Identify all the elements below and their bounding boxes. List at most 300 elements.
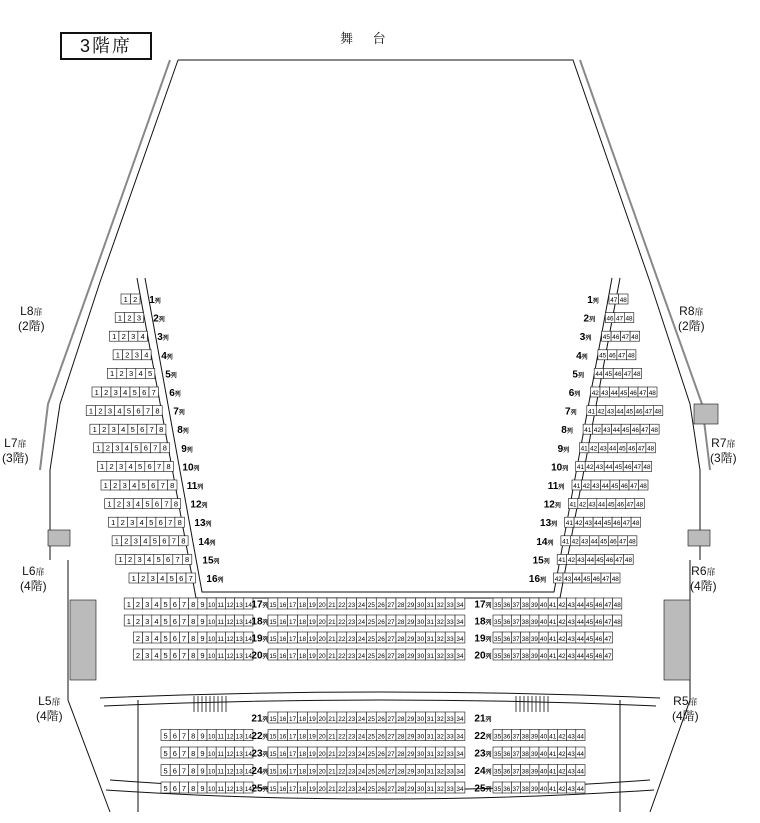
seat-2-46[interactable] bbox=[605, 313, 615, 323]
seat-11-47[interactable] bbox=[629, 480, 639, 490]
seat-16-45[interactable] bbox=[582, 573, 592, 583]
seat-11-4[interactable] bbox=[130, 480, 140, 490]
seat-17-38[interactable] bbox=[521, 598, 530, 609]
seat-23-43[interactable] bbox=[567, 747, 576, 758]
seat-14-6[interactable] bbox=[160, 536, 170, 546]
seat-19-25[interactable] bbox=[366, 632, 376, 643]
seat-21-28[interactable] bbox=[396, 712, 406, 723]
seat-18-15[interactable] bbox=[268, 615, 278, 626]
seat-17-43[interactable] bbox=[567, 598, 576, 609]
seat-22-42[interactable] bbox=[557, 730, 566, 741]
seat-19-44[interactable] bbox=[576, 632, 585, 643]
seat-17-9[interactable] bbox=[198, 598, 207, 609]
seat-19-5[interactable] bbox=[161, 632, 170, 643]
seat-20-18[interactable] bbox=[298, 649, 308, 660]
seat-18-30[interactable] bbox=[416, 615, 426, 626]
seat-18-10[interactable] bbox=[207, 615, 216, 626]
seat-19-6[interactable] bbox=[170, 632, 179, 643]
seat-16-4[interactable] bbox=[158, 573, 168, 583]
seat-24-9[interactable] bbox=[198, 765, 207, 776]
seat-12-8[interactable] bbox=[171, 499, 181, 509]
seat-17-42[interactable] bbox=[557, 598, 566, 609]
seat-12-7[interactable] bbox=[162, 499, 172, 509]
seat-1-2[interactable] bbox=[131, 294, 141, 304]
seat-20-2[interactable] bbox=[133, 649, 142, 660]
seat-24-11[interactable] bbox=[216, 765, 225, 776]
seat-7-6[interactable] bbox=[134, 406, 144, 416]
seat-21-31[interactable] bbox=[426, 712, 436, 723]
seat-11-42[interactable] bbox=[582, 480, 592, 490]
seat-13-46[interactable] bbox=[612, 517, 622, 527]
seat-17-20[interactable] bbox=[317, 598, 327, 609]
seat-19-7[interactable] bbox=[179, 632, 188, 643]
seat-17-21[interactable] bbox=[327, 598, 337, 609]
seat-19-23[interactable] bbox=[347, 632, 357, 643]
seat-20-6[interactable] bbox=[170, 649, 179, 660]
seat-21-18[interactable] bbox=[298, 712, 308, 723]
seat-17-12[interactable] bbox=[225, 598, 234, 609]
seat-17-7[interactable] bbox=[179, 598, 188, 609]
seat-18-4[interactable] bbox=[152, 615, 161, 626]
seat-19-3[interactable] bbox=[143, 632, 152, 643]
seat-8-2[interactable] bbox=[99, 424, 109, 434]
seat-17-36[interactable] bbox=[502, 598, 511, 609]
seat-23-34[interactable] bbox=[455, 747, 465, 758]
seat-9-6[interactable] bbox=[141, 443, 151, 453]
seat-24-17[interactable] bbox=[288, 765, 298, 776]
seat-20-34[interactable] bbox=[455, 649, 465, 660]
seat-7-41[interactable] bbox=[587, 406, 597, 416]
seat-17-32[interactable] bbox=[435, 598, 445, 609]
seat-18-19[interactable] bbox=[307, 615, 317, 626]
seat-18-21[interactable] bbox=[327, 615, 337, 626]
seat-18-20[interactable] bbox=[317, 615, 327, 626]
seat-6-44[interactable] bbox=[610, 387, 620, 397]
seat-18-11[interactable] bbox=[216, 615, 225, 626]
seat-5-1[interactable] bbox=[107, 368, 117, 378]
seat-4-48[interactable] bbox=[626, 350, 636, 360]
seat-2-3[interactable] bbox=[134, 313, 144, 323]
seat-2-2[interactable] bbox=[125, 313, 135, 323]
seat-1-1[interactable] bbox=[121, 294, 131, 304]
seat-20-39[interactable] bbox=[530, 649, 539, 660]
seat-10-3[interactable] bbox=[116, 461, 126, 471]
seat-17-47[interactable] bbox=[603, 598, 612, 609]
seat-19-16[interactable] bbox=[278, 632, 288, 643]
seat-25-18[interactable] bbox=[298, 782, 308, 793]
seat-12-43[interactable] bbox=[587, 499, 597, 509]
seat-24-37[interactable] bbox=[511, 765, 520, 776]
seat-9-47[interactable] bbox=[636, 443, 646, 453]
seat-13-6[interactable] bbox=[156, 517, 166, 527]
seat-19-33[interactable] bbox=[445, 632, 455, 643]
seat-19-20[interactable] bbox=[317, 632, 327, 643]
seat-17-29[interactable] bbox=[406, 598, 416, 609]
seat-18-17[interactable] bbox=[288, 615, 298, 626]
seat-23-11[interactable] bbox=[216, 747, 225, 758]
seat-9-7[interactable] bbox=[151, 443, 161, 453]
seat-1-48[interactable] bbox=[619, 294, 629, 304]
seat-19-41[interactable] bbox=[548, 632, 557, 643]
seat-25-28[interactable] bbox=[396, 782, 406, 793]
seat-15-45[interactable] bbox=[595, 554, 605, 564]
seat-13-4[interactable] bbox=[137, 517, 147, 527]
seat-17-25[interactable] bbox=[366, 598, 376, 609]
seat-20-11[interactable] bbox=[216, 649, 225, 660]
seat-18-7[interactable] bbox=[179, 615, 188, 626]
seat-12-1[interactable] bbox=[105, 499, 115, 509]
seat-7-48[interactable] bbox=[653, 406, 663, 416]
seat-17-19[interactable] bbox=[307, 598, 317, 609]
seat-18-9[interactable] bbox=[198, 615, 207, 626]
seat-20-20[interactable] bbox=[317, 649, 327, 660]
seat-25-20[interactable] bbox=[317, 782, 327, 793]
seat-24-13[interactable] bbox=[235, 765, 244, 776]
seat-12-41[interactable] bbox=[568, 499, 578, 509]
seat-22-26[interactable] bbox=[376, 730, 386, 741]
seat-7-44[interactable] bbox=[615, 406, 625, 416]
seat-9-8[interactable] bbox=[160, 443, 170, 453]
seat-7-3[interactable] bbox=[105, 406, 115, 416]
seat-11-44[interactable] bbox=[601, 480, 611, 490]
seat-24-21[interactable] bbox=[327, 765, 337, 776]
seat-14-46[interactable] bbox=[608, 536, 618, 546]
seat-22-32[interactable] bbox=[435, 730, 445, 741]
seat-22-23[interactable] bbox=[347, 730, 357, 741]
seat-12-42[interactable] bbox=[578, 499, 588, 509]
seat-24-34[interactable] bbox=[455, 765, 465, 776]
seat-18-43[interactable] bbox=[567, 615, 576, 626]
seat-21-24[interactable] bbox=[357, 712, 367, 723]
seat-18-5[interactable] bbox=[161, 615, 170, 626]
seat-19-26[interactable] bbox=[376, 632, 386, 643]
seat-22-33[interactable] bbox=[445, 730, 455, 741]
seat-11-43[interactable] bbox=[591, 480, 601, 490]
seat-22-5[interactable] bbox=[161, 730, 170, 741]
seat-10-5[interactable] bbox=[135, 461, 145, 471]
seat-7-43[interactable] bbox=[606, 406, 616, 416]
seat-22-29[interactable] bbox=[406, 730, 416, 741]
seat-7-2[interactable] bbox=[96, 406, 106, 416]
seat-23-5[interactable] bbox=[161, 747, 170, 758]
seat-11-1[interactable] bbox=[101, 480, 111, 490]
seat-20-4[interactable] bbox=[152, 649, 161, 660]
seat-24-36[interactable] bbox=[502, 765, 511, 776]
seat-4-3[interactable] bbox=[132, 350, 142, 360]
seat-17-35[interactable] bbox=[493, 598, 502, 609]
seat-19-38[interactable] bbox=[521, 632, 530, 643]
seat-14-8[interactable] bbox=[179, 536, 189, 546]
seat-9-46[interactable] bbox=[627, 443, 637, 453]
seat-15-1[interactable] bbox=[116, 554, 126, 564]
seat-12-3[interactable] bbox=[124, 499, 134, 509]
seat-21-26[interactable] bbox=[376, 712, 386, 723]
seat-24-10[interactable] bbox=[207, 765, 216, 776]
seat-15-42[interactable] bbox=[567, 554, 577, 564]
seat-17-44[interactable] bbox=[576, 598, 585, 609]
seat-13-44[interactable] bbox=[593, 517, 603, 527]
seat-12-6[interactable] bbox=[152, 499, 162, 509]
seat-14-7[interactable] bbox=[169, 536, 179, 546]
seat-18-29[interactable] bbox=[406, 615, 416, 626]
seat-3-3[interactable] bbox=[128, 331, 138, 341]
seat-25-10[interactable] bbox=[207, 782, 216, 793]
seat-19-17[interactable] bbox=[288, 632, 298, 643]
seat-7-47[interactable] bbox=[644, 406, 654, 416]
seat-17-17[interactable] bbox=[288, 598, 298, 609]
seat-23-23[interactable] bbox=[347, 747, 357, 758]
seat-16-47[interactable] bbox=[601, 573, 611, 583]
seat-20-32[interactable] bbox=[435, 649, 445, 660]
seat-22-25[interactable] bbox=[366, 730, 376, 741]
seat-15-47[interactable] bbox=[614, 554, 624, 564]
seat-22-21[interactable] bbox=[327, 730, 337, 741]
seat-20-45[interactable] bbox=[585, 649, 594, 660]
seat-21-23[interactable] bbox=[347, 712, 357, 723]
seat-8-46[interactable] bbox=[631, 424, 641, 434]
seat-22-40[interactable] bbox=[539, 730, 548, 741]
seat-18-2[interactable] bbox=[133, 615, 142, 626]
seat-22-17[interactable] bbox=[288, 730, 298, 741]
seat-23-38[interactable] bbox=[521, 747, 530, 758]
seat-21-22[interactable] bbox=[337, 712, 347, 723]
seat-19-43[interactable] bbox=[567, 632, 576, 643]
seat-24-30[interactable] bbox=[416, 765, 426, 776]
seat-24-18[interactable] bbox=[298, 765, 308, 776]
seat-7-7[interactable] bbox=[143, 406, 153, 416]
seat-8-45[interactable] bbox=[621, 424, 631, 434]
seat-3-2[interactable] bbox=[119, 331, 128, 341]
seat-14-41[interactable] bbox=[561, 536, 571, 546]
seat-20-13[interactable] bbox=[235, 649, 244, 660]
seat-17-8[interactable] bbox=[189, 598, 198, 609]
seat-22-31[interactable] bbox=[426, 730, 436, 741]
seat-18-40[interactable] bbox=[539, 615, 548, 626]
seat-23-22[interactable] bbox=[337, 747, 347, 758]
seat-10-41[interactable] bbox=[576, 461, 586, 471]
seat-13-8[interactable] bbox=[175, 517, 185, 527]
seat-9-42[interactable] bbox=[589, 443, 599, 453]
seat-8-8[interactable] bbox=[156, 424, 166, 434]
seat-23-21[interactable] bbox=[327, 747, 337, 758]
seat-19-10[interactable] bbox=[207, 632, 216, 643]
seat-19-45[interactable] bbox=[585, 632, 594, 643]
seat-25-32[interactable] bbox=[435, 782, 445, 793]
seat-5-45[interactable] bbox=[604, 368, 614, 378]
seat-17-3[interactable] bbox=[143, 598, 152, 609]
seat-9-3[interactable] bbox=[113, 443, 123, 453]
seat-8-42[interactable] bbox=[593, 424, 603, 434]
seat-22-44[interactable] bbox=[576, 730, 585, 741]
seat-21-20[interactable] bbox=[317, 712, 327, 723]
seat-17-34[interactable] bbox=[455, 598, 465, 609]
seat-15-44[interactable] bbox=[586, 554, 596, 564]
seat-20-40[interactable] bbox=[539, 649, 548, 660]
seat-9-1[interactable] bbox=[94, 443, 104, 453]
seat-4-4[interactable] bbox=[142, 350, 152, 360]
seat-23-7[interactable] bbox=[179, 747, 188, 758]
seat-19-36[interactable] bbox=[502, 632, 511, 643]
seat-22-27[interactable] bbox=[386, 730, 396, 741]
seat-5-44[interactable] bbox=[594, 368, 604, 378]
seat-14-1[interactable] bbox=[112, 536, 122, 546]
seat-18-28[interactable] bbox=[396, 615, 406, 626]
seat-20-33[interactable] bbox=[445, 649, 455, 660]
seat-5-4[interactable] bbox=[136, 368, 146, 378]
seat-9-48[interactable] bbox=[646, 443, 656, 453]
seat-17-16[interactable] bbox=[278, 598, 288, 609]
seat-25-27[interactable] bbox=[386, 782, 396, 793]
seat-17-6[interactable] bbox=[170, 598, 179, 609]
seat-19-9[interactable] bbox=[198, 632, 207, 643]
seat-20-16[interactable] bbox=[278, 649, 288, 660]
seat-19-12[interactable] bbox=[225, 632, 234, 643]
seat-5-48[interactable] bbox=[632, 368, 642, 378]
seat-20-17[interactable] bbox=[288, 649, 298, 660]
seat-24-16[interactable] bbox=[278, 765, 288, 776]
seat-21-32[interactable] bbox=[435, 712, 445, 723]
seat-11-41[interactable] bbox=[572, 480, 582, 490]
seat-24-27[interactable] bbox=[386, 765, 396, 776]
seat-25-6[interactable] bbox=[170, 782, 179, 793]
seat-4-1[interactable] bbox=[113, 350, 123, 360]
seat-21-27[interactable] bbox=[386, 712, 396, 723]
seat-20-37[interactable] bbox=[511, 649, 520, 660]
seat-20-23[interactable] bbox=[347, 649, 357, 660]
seat-19-27[interactable] bbox=[386, 632, 396, 643]
seat-23-15[interactable] bbox=[268, 747, 278, 758]
seat-17-18[interactable] bbox=[298, 598, 308, 609]
seat-17-26[interactable] bbox=[376, 598, 386, 609]
seat-18-38[interactable] bbox=[521, 615, 530, 626]
seat-14-45[interactable] bbox=[599, 536, 609, 546]
seat-21-19[interactable] bbox=[307, 712, 317, 723]
seat-21-33[interactable] bbox=[445, 712, 455, 723]
seat-22-43[interactable] bbox=[567, 730, 576, 741]
seat-22-38[interactable] bbox=[521, 730, 530, 741]
seat-20-5[interactable] bbox=[161, 649, 170, 660]
seat-11-6[interactable] bbox=[149, 480, 159, 490]
seat-12-2[interactable] bbox=[114, 499, 124, 509]
seat-25-9[interactable] bbox=[198, 782, 207, 793]
seat-18-24[interactable] bbox=[357, 615, 367, 626]
seat-25-17[interactable] bbox=[288, 782, 298, 793]
seat-25-11[interactable] bbox=[216, 782, 225, 793]
seat-20-42[interactable] bbox=[557, 649, 566, 660]
seat-25-38[interactable] bbox=[521, 782, 530, 793]
seat-23-37[interactable] bbox=[511, 747, 520, 758]
seat-6-2[interactable] bbox=[102, 387, 112, 397]
seat-15-7[interactable] bbox=[173, 554, 183, 564]
seat-17-1[interactable] bbox=[124, 598, 133, 609]
seat-21-15[interactable] bbox=[268, 712, 278, 723]
seat-17-11[interactable] bbox=[216, 598, 225, 609]
seat-11-5[interactable] bbox=[139, 480, 149, 490]
seat-24-41[interactable] bbox=[548, 765, 557, 776]
seat-19-29[interactable] bbox=[406, 632, 416, 643]
seat-9-2[interactable] bbox=[103, 443, 113, 453]
seat-25-42[interactable] bbox=[557, 782, 566, 793]
seat-17-10[interactable] bbox=[207, 598, 216, 609]
seat-9-4[interactable] bbox=[122, 443, 132, 453]
seat-6-5[interactable] bbox=[130, 387, 140, 397]
seat-12-5[interactable] bbox=[143, 499, 153, 509]
seat-19-2[interactable] bbox=[133, 632, 142, 643]
seat-10-47[interactable] bbox=[633, 461, 643, 471]
seat-22-22[interactable] bbox=[337, 730, 347, 741]
seat-24-31[interactable] bbox=[426, 765, 436, 776]
seat-7-8[interactable] bbox=[153, 406, 163, 416]
seat-10-4[interactable] bbox=[126, 461, 136, 471]
seat-13-41[interactable] bbox=[565, 517, 575, 527]
seat-7-5[interactable] bbox=[124, 406, 134, 416]
seat-22-41[interactable] bbox=[548, 730, 557, 741]
seat-17-45[interactable] bbox=[585, 598, 594, 609]
seat-10-45[interactable] bbox=[614, 461, 624, 471]
seat-23-31[interactable] bbox=[426, 747, 436, 758]
seat-16-42[interactable] bbox=[554, 573, 564, 583]
seat-25-26[interactable] bbox=[376, 782, 386, 793]
seat-15-4[interactable] bbox=[144, 554, 154, 564]
seat-5-3[interactable] bbox=[126, 368, 136, 378]
seat-19-42[interactable] bbox=[557, 632, 566, 643]
seat-18-45[interactable] bbox=[585, 615, 594, 626]
seat-18-47[interactable] bbox=[603, 615, 612, 626]
seat-25-31[interactable] bbox=[426, 782, 436, 793]
seat-25-40[interactable] bbox=[539, 782, 548, 793]
seat-11-7[interactable] bbox=[158, 480, 168, 490]
seat-24-7[interactable] bbox=[179, 765, 188, 776]
seat-20-24[interactable] bbox=[357, 649, 367, 660]
seat-20-25[interactable] bbox=[366, 649, 376, 660]
seat-19-47[interactable] bbox=[603, 632, 612, 643]
seat-20-30[interactable] bbox=[416, 649, 426, 660]
seat-6-1[interactable] bbox=[92, 387, 102, 397]
seat-3-45[interactable] bbox=[602, 331, 612, 341]
seat-24-22[interactable] bbox=[337, 765, 347, 776]
seat-23-17[interactable] bbox=[288, 747, 298, 758]
seat-11-2[interactable] bbox=[111, 480, 121, 490]
seat-25-24[interactable] bbox=[357, 782, 367, 793]
seat-9-5[interactable] bbox=[132, 443, 142, 453]
seat-25-7[interactable] bbox=[179, 782, 188, 793]
seat-22-24[interactable] bbox=[357, 730, 367, 741]
seat-18-37[interactable] bbox=[511, 615, 520, 626]
seat-25-35[interactable] bbox=[493, 782, 502, 793]
seat-3-48[interactable] bbox=[630, 331, 640, 341]
seat-25-12[interactable] bbox=[225, 782, 234, 793]
seat-6-42[interactable] bbox=[591, 387, 601, 397]
seat-25-39[interactable] bbox=[530, 782, 539, 793]
seat-24-5[interactable] bbox=[161, 765, 170, 776]
seat-15-41[interactable] bbox=[557, 554, 567, 564]
seat-6-4[interactable] bbox=[121, 387, 131, 397]
seat-24-42[interactable] bbox=[557, 765, 566, 776]
seat-23-30[interactable] bbox=[416, 747, 426, 758]
seat-14-42[interactable] bbox=[570, 536, 580, 546]
seat-2-1[interactable] bbox=[115, 313, 125, 323]
seat-19-15[interactable] bbox=[268, 632, 278, 643]
seat-10-1[interactable] bbox=[97, 461, 107, 471]
seat-20-35[interactable] bbox=[493, 649, 502, 660]
seat-15-46[interactable] bbox=[605, 554, 615, 564]
seat-17-41[interactable] bbox=[548, 598, 557, 609]
seat-8-4[interactable] bbox=[118, 424, 128, 434]
seat-19-32[interactable] bbox=[435, 632, 445, 643]
seat-19-37[interactable] bbox=[511, 632, 520, 643]
seat-18-23[interactable] bbox=[347, 615, 357, 626]
seat-23-26[interactable] bbox=[376, 747, 386, 758]
